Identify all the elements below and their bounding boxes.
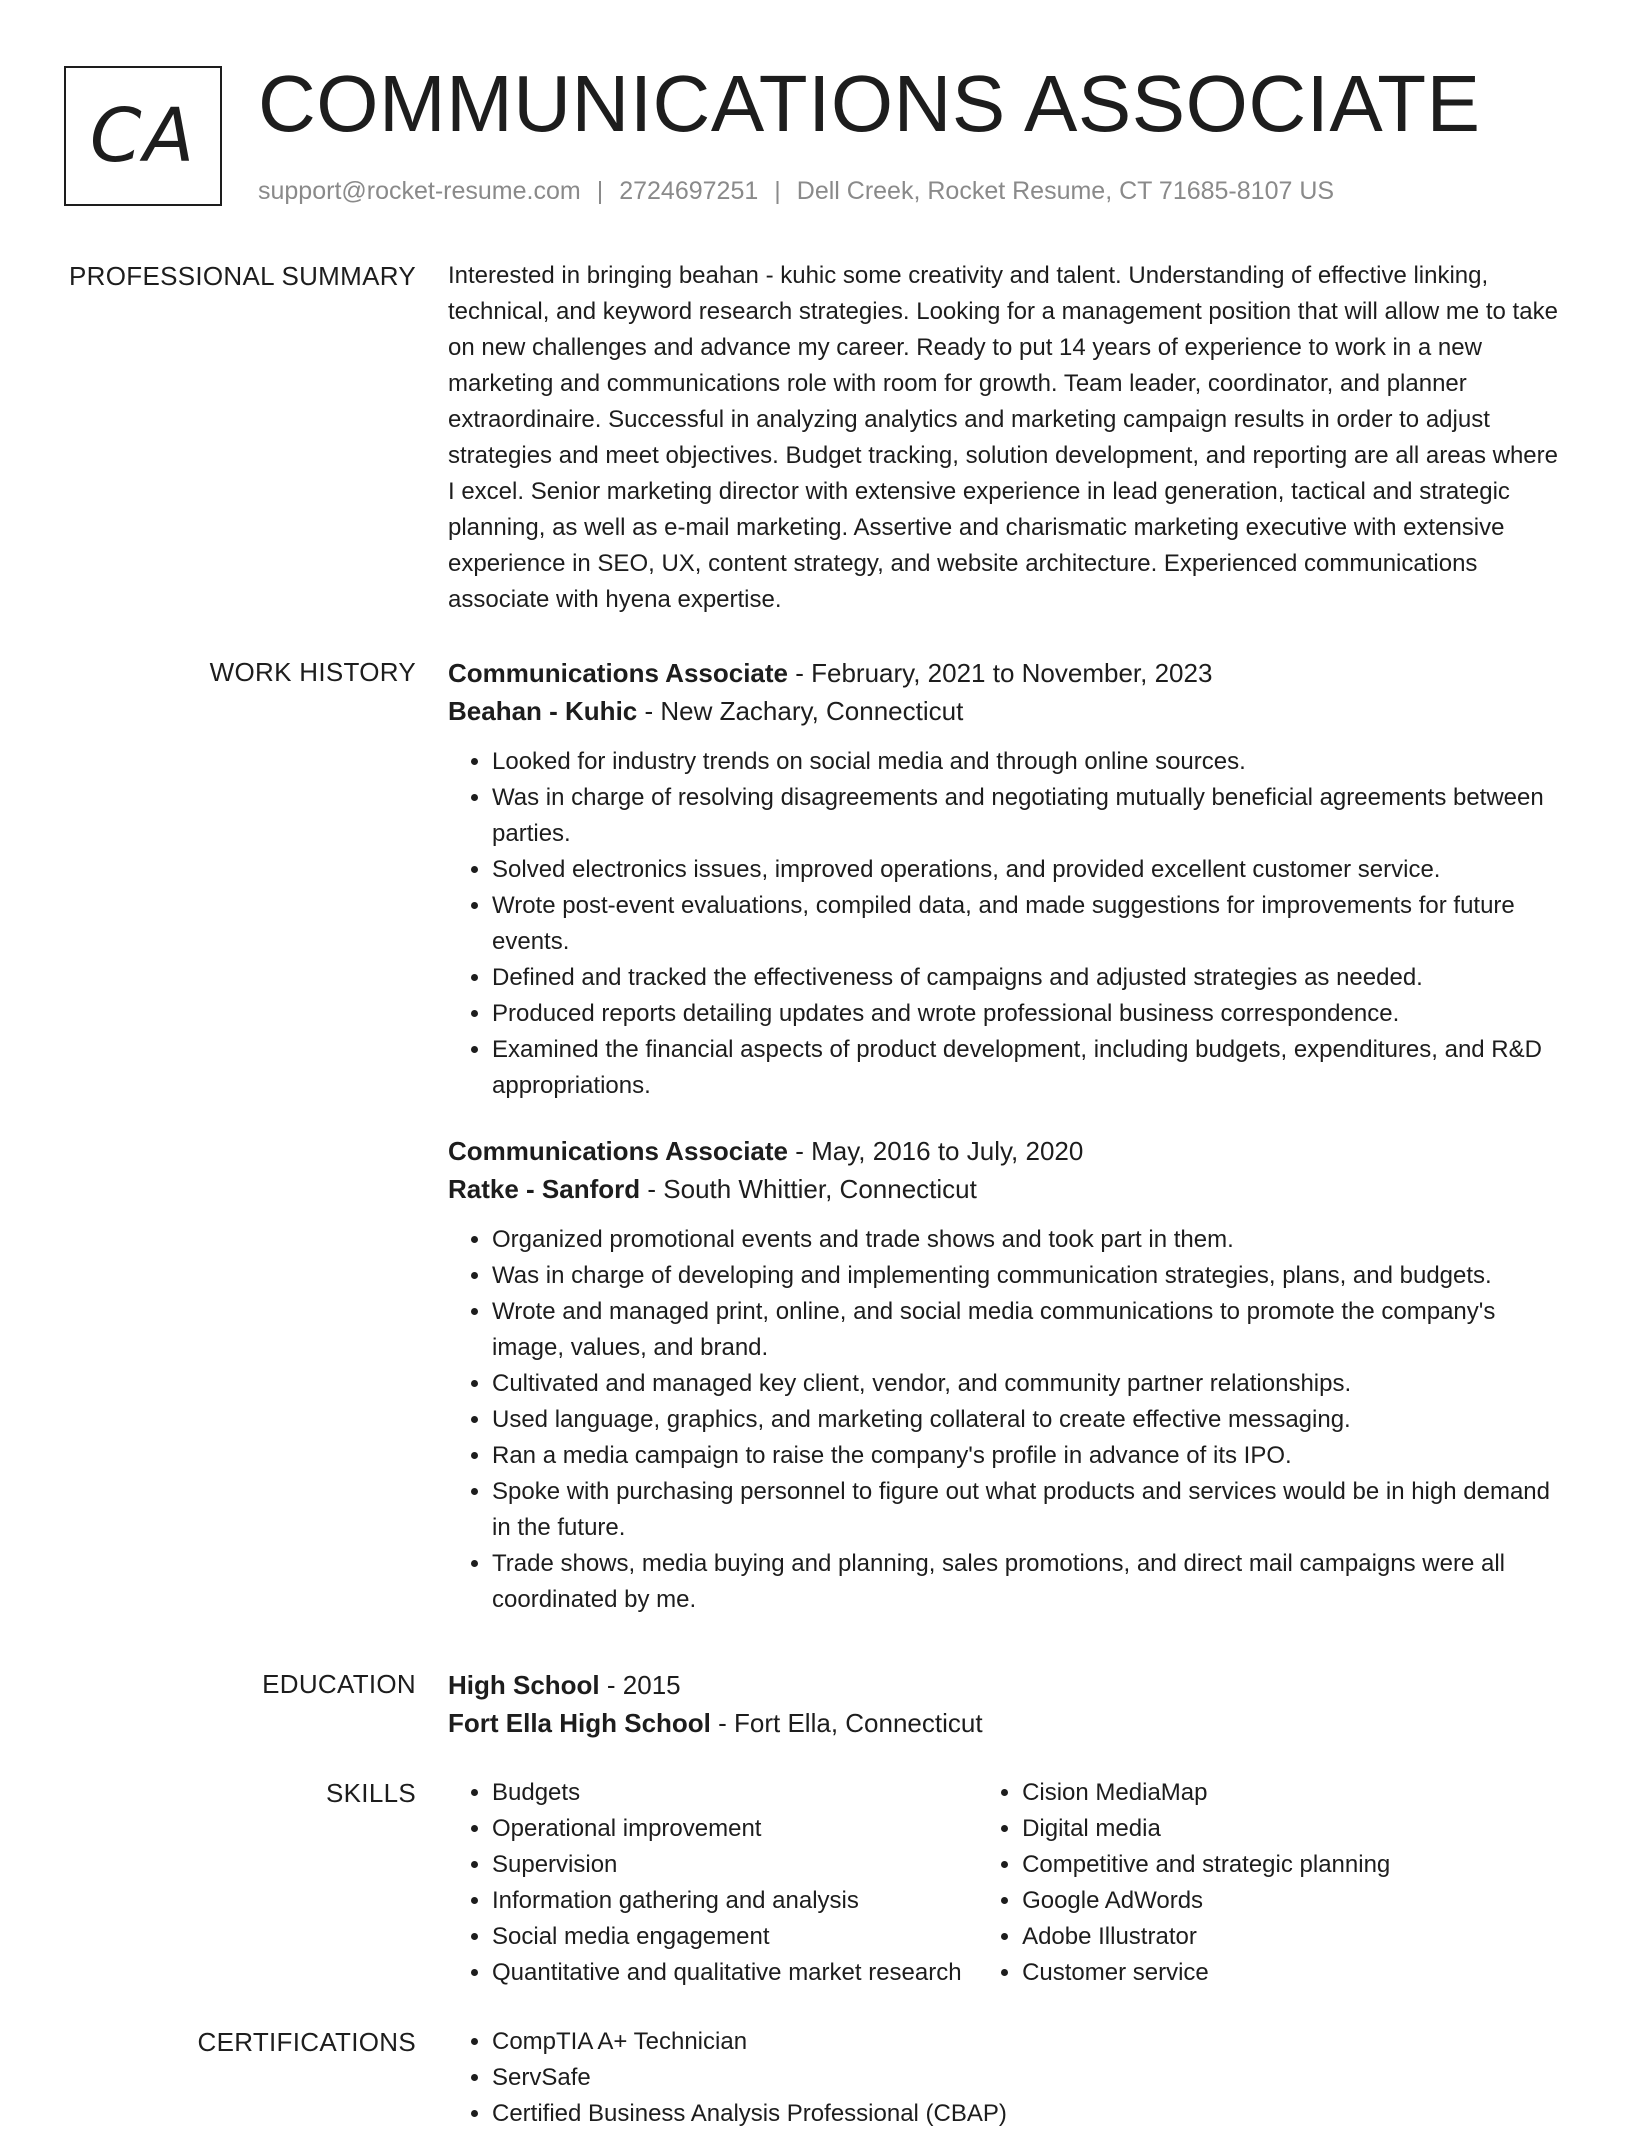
skills-label: SKILLS [326, 1778, 416, 1808]
education-year: - 2015 [599, 1670, 681, 1700]
contact-address: Dell Creek, Rocket Resume, CT 71685-8107 US [796, 177, 1335, 205]
job-bullet: • Spoke with purchasing personnel to figure out what products and services would be in high demand in the future. [492, 1474, 1560, 1546]
skill-item: • Quantitative and qualitative market research [492, 1955, 978, 1991]
job-title: Communications Associate [448, 658, 789, 688]
summary-text: Interested in bringing beahan - kuhic some creativity and talent. Understanding of effective linking, technical, and keyword research strategies. Looking for a management position that will allow me to take on new challenges and advance my career. Ready to put 14 years of experience to work in a new marketing and communications role with room for growth. Team leader, coordinator, and planner extraordinaire. Successful in analyzing analytics and marketing campaign results in order to adjust strategies and meet objectives. Budget tracking, solution development, and reporting are all areas where I excel. Senior marketing director with extensive experience in lead generation, tactical and strategic planning, as well as e-mail marketing. Assertive and charismatic marketing executive with extensive experience in SEO, UX, content strategy, and website architecture. Experienced communications associate with hyena expertise. [448, 262, 1558, 613]
job-bullet: • Defined and tracked the effectiveness of campaigns and adjusted strategies as needed. [492, 960, 1560, 996]
monogram-initials: CA [89, 93, 197, 179]
education-location: - Fort Ella, Connecticut [710, 1708, 983, 1738]
job-dates: - May, 2016 to July, 2020 [788, 1136, 1084, 1166]
job-title-line [448, 1132, 1560, 1170]
work-history-label: WORK HISTORY [209, 657, 416, 687]
education-label: EDUCATION [262, 1669, 416, 1699]
contact-line [258, 175, 1334, 208]
skill-item: • Operational improvement [492, 1811, 978, 1847]
certification-item: • ServSafe [492, 2060, 1560, 2096]
education-school-line [448, 1704, 1560, 1742]
skill-item: • Google AdWords [1022, 1883, 1560, 1919]
job-bullet: • Cultivated and managed key client, vendor, and community partner relationships. [492, 1366, 1560, 1402]
job-bullet: • Examined the financial aspects of product development, including budgets, expenditures, and R&D appropriations. [492, 1032, 1560, 1104]
skill-item: • Competitive and strategic planning [1022, 1847, 1560, 1883]
job-bullets [448, 1222, 1560, 1618]
contact-phone: 2724697251 [619, 177, 759, 205]
job-dates: - February, 2021 to November, 2023 [788, 658, 1213, 688]
job-bullet: • Looked for industry trends on social media and through online sources. [492, 744, 1560, 780]
summary-body [448, 258, 1560, 618]
resume-title: COMMUNICATIONS ASSOCIATE [258, 59, 1481, 148]
job-entry [448, 1132, 1560, 1618]
job-bullet: • Used language, graphics, and marketing collateral to create effective messaging. [492, 1402, 1560, 1438]
skills-column-2 [978, 1775, 1560, 1991]
skill-item: • Digital media [1022, 1811, 1560, 1847]
skill-item: • Customer service [1022, 1955, 1560, 1991]
job-company: Ratke - Sanford [448, 1174, 641, 1204]
contact-email: support@rocket-resume.com [258, 177, 581, 205]
contact-separator: | [774, 177, 781, 205]
contact-separator: | [596, 177, 604, 205]
job-bullet: • Trade shows, media buying and planning, sales promotions, and direct mail campaigns were all coordinated by me. [492, 1546, 1560, 1618]
summary-label: PROFESSIONAL SUMMARY [69, 261, 416, 291]
education-school: Fort Ella High School [448, 1708, 711, 1738]
certification-item: • Certified Business Analysis Professional (CBAP) [492, 2096, 1560, 2132]
job-title-line [448, 654, 1560, 692]
job-bullet: • Organized promotional events and trade shows and took part in them. [492, 1222, 1560, 1258]
job-bullet: • Produced reports detailing updates and wrote professional business correspondence. [492, 996, 1560, 1032]
job-location: - South Whittier, Connecticut [640, 1174, 977, 1204]
certifications-body [448, 2024, 1560, 2132]
job-bullet: • Solved electronics issues, improved operations, and provided excellent customer service. [492, 852, 1560, 888]
certifications-list [448, 2024, 1560, 2132]
skills-column-1 [448, 1775, 978, 1991]
job-bullet: • Was in charge of resolving disagreements and negotiating mutually beneficial agreements between parties. [492, 780, 1560, 852]
education-degree-line [448, 1666, 1560, 1704]
job-company-line [448, 692, 1560, 730]
monogram-box [64, 66, 222, 206]
job-bullet: • Ran a media campaign to raise the company's profile in advance of its IPO. [492, 1438, 1560, 1474]
job-company: Beahan - Kuhic [448, 696, 638, 726]
job-bullet: • Was in charge of developing and implementing communication strategies, plans, and budgets. [492, 1258, 1560, 1294]
education-body [448, 1666, 1560, 1742]
job-title: Communications Associate [448, 1136, 789, 1166]
skill-item: • Supervision [492, 1847, 978, 1883]
skill-item: • Adobe Illustrator [1022, 1919, 1560, 1955]
education-degree: High School [448, 1670, 600, 1700]
work-history-body [448, 654, 1560, 1618]
skills-body [448, 1775, 1560, 1991]
job-location: - New Zachary, Connecticut [637, 696, 964, 726]
job-bullet: • Wrote and managed print, online, and social media communications to promote the company's image, values, and brand. [492, 1294, 1560, 1366]
job-bullets [448, 744, 1560, 1104]
certification-item: • CompTIA A+ Technician [492, 2024, 1560, 2060]
skill-item: • Cision MediaMap [1022, 1775, 1560, 1811]
job-company-line [448, 1170, 1560, 1208]
job-bullet: • Wrote post-event evaluations, compiled data, and made suggestions for improvements for future events. [492, 888, 1560, 960]
certifications-label: CERTIFICATIONS [197, 2027, 416, 2057]
skill-item: • Budgets [492, 1775, 978, 1811]
skill-item: • Social media engagement [492, 1919, 978, 1955]
skill-item: • Information gathering and analysis [492, 1883, 978, 1919]
job-entry [448, 654, 1560, 1104]
